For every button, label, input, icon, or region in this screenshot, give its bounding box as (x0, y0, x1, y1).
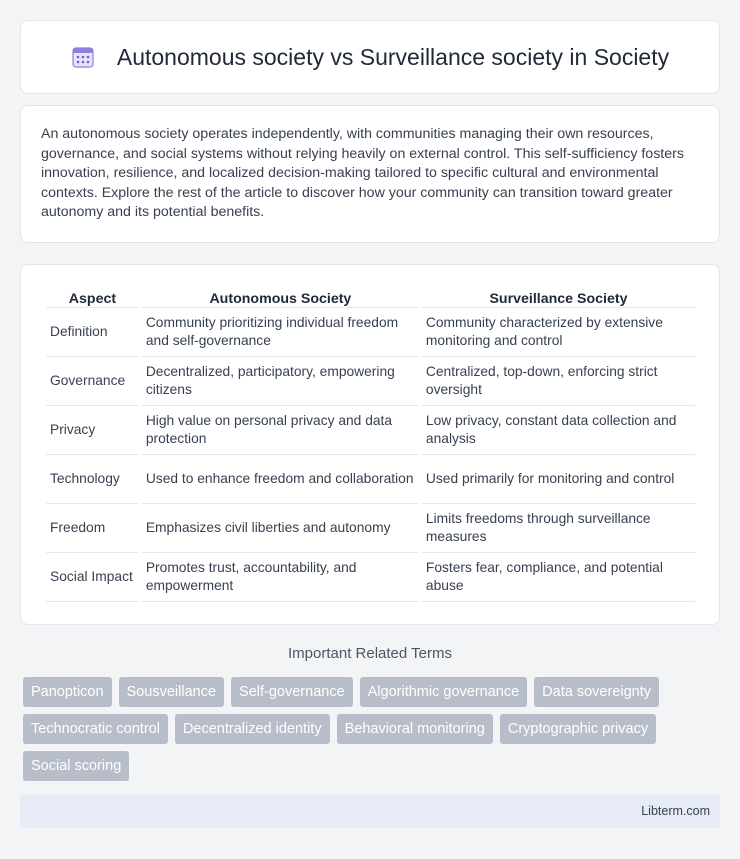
title-card (20, 20, 720, 94)
table-row (46, 357, 695, 406)
related-term-tag[interactable]: Behavioral monitoring (337, 714, 493, 744)
calendar-grid-icon (71, 45, 95, 69)
related-term-tag[interactable]: Panopticon (23, 677, 112, 707)
column-header-surveillance: Surveillance Society (422, 285, 695, 308)
intro-paragraph: An autonomous society operates independently, with communities managing their own resources, governance, and social systems without relying heavily on external control. This self-sufficiency fosters innovation, resilience, and localized decision-making tailored to specific cultural and environmental contexts. Explore the rest of the article to discover how your community can transition toward greater autonomy and its potential benefits. (41, 126, 684, 220)
autonomous-cell: Emphasizes civil liberties and autonomy (142, 504, 419, 553)
related-term-tag[interactable]: Algorithmic governance (360, 677, 528, 707)
table-row (46, 308, 695, 357)
aspect-cell: Social Impact (46, 553, 139, 602)
column-header-autonomous: Autonomous Society (142, 285, 419, 308)
table-row (46, 455, 695, 504)
autonomous-cell: Used to enhance freedom and collaboration (142, 455, 419, 504)
intro-card (20, 105, 720, 243)
comparison-table-card (20, 264, 720, 625)
page-title: Autonomous society vs Surveillance society in Society (116, 43, 670, 70)
table-row (46, 504, 695, 553)
autonomous-cell: Decentralized, participatory, empowering citizens (142, 357, 419, 406)
surveillance-cell: Low privacy, constant data collection and analysis (422, 406, 695, 455)
related-term-tag[interactable]: Data sovereignty (534, 677, 659, 707)
aspect-cell: Freedom (46, 504, 139, 553)
related-terms-heading: Important Related Terms (288, 645, 452, 662)
related-terms-list (23, 677, 723, 781)
related-term-tag[interactable]: Self-governance (231, 677, 353, 707)
related-term-tag[interactable]: Cryptographic privacy (500, 714, 656, 744)
footer-site-link[interactable]: Libterm.com (641, 804, 710, 818)
aspect-cell: Definition (46, 308, 139, 357)
comparison-table (43, 285, 698, 602)
table-row (46, 406, 695, 455)
surveillance-cell: Centralized, top-down, enforcing strict oversight (422, 357, 695, 406)
table-header-row (46, 285, 695, 308)
column-header-aspect: Aspect (46, 285, 139, 308)
aspect-cell: Governance (46, 357, 139, 406)
surveillance-cell: Fosters fear, compliance, and potential abuse (422, 553, 695, 602)
autonomous-cell: Community prioritizing individual freedom and self-governance (142, 308, 419, 357)
surveillance-cell: Limits freedoms through surveillance measures (422, 504, 695, 553)
table-row (46, 553, 695, 602)
related-term-tag[interactable]: Sousveillance (119, 677, 224, 707)
aspect-cell: Privacy (46, 406, 139, 455)
related-term-tag[interactable]: Social scoring (23, 751, 129, 781)
aspect-cell: Technology (46, 455, 139, 504)
autonomous-cell: High value on personal privacy and data protection (142, 406, 419, 455)
autonomous-cell: Promotes trust, accountability, and empowerment (142, 553, 419, 602)
surveillance-cell: Community characterized by extensive monitoring and control (422, 308, 695, 357)
surveillance-cell: Used primarily for monitoring and control (422, 455, 695, 504)
related-term-tag[interactable]: Technocratic control (23, 714, 168, 744)
footer (20, 795, 720, 828)
related-term-tag[interactable]: Decentralized identity (175, 714, 330, 744)
